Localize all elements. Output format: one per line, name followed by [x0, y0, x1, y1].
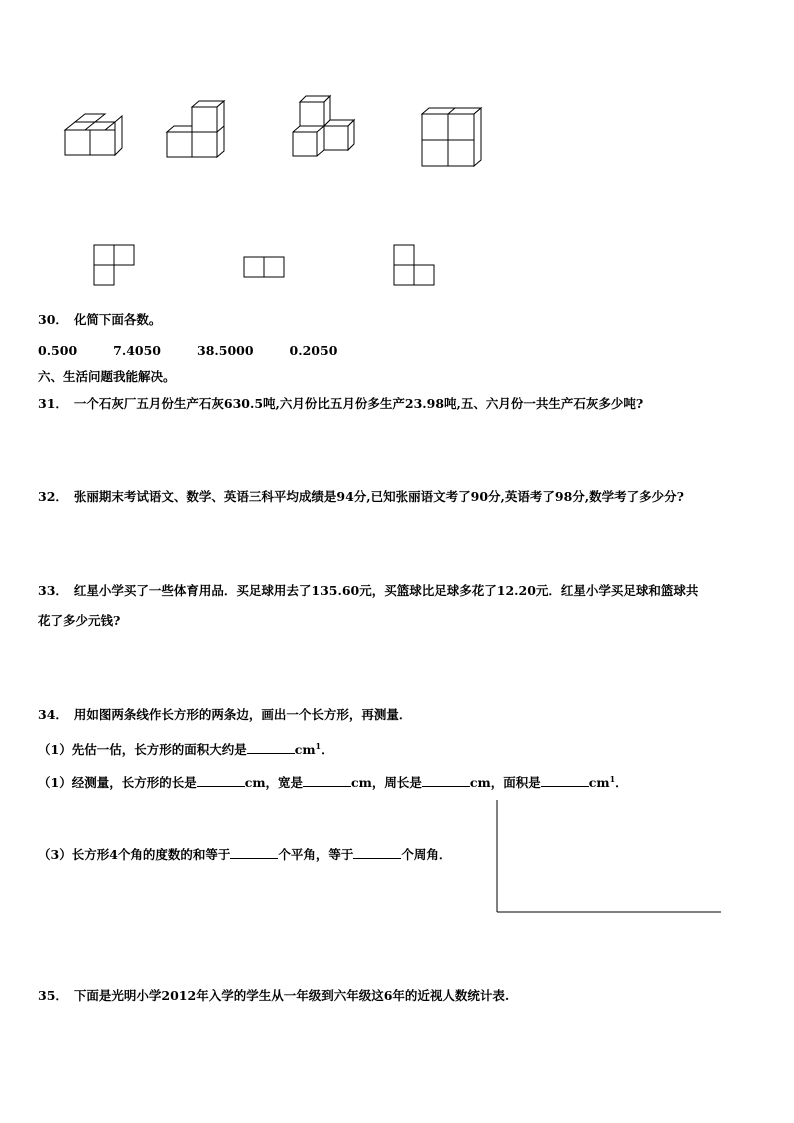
question-text: 化简下面各数。	[73, 312, 162, 327]
question-31	[38, 395, 643, 413]
question-text: 一个石灰厂五月份生产石灰630.5吨,六月份比五月份多生产23.98吨,五、六月份一共生产石灰多少吨?	[73, 396, 644, 411]
question-34	[38, 706, 411, 724]
question-32	[38, 488, 684, 506]
question-34-part-1	[38, 737, 334, 759]
question-33-continued: 花了多少元钱?	[38, 613, 121, 628]
decimal-value: 7.4050	[113, 343, 161, 358]
width-blank[interactable]	[303, 774, 351, 787]
unit-exponent: 1	[315, 741, 322, 751]
part-text: cm，周长是	[351, 775, 422, 791]
decimal-list	[38, 342, 373, 360]
question-34-part-3	[38, 846, 451, 864]
unit: cm	[588, 775, 610, 791]
cube-figure-3	[288, 92, 368, 162]
area-blank[interactable]	[541, 774, 589, 787]
cube-figure-2	[162, 98, 232, 162]
question-34-part-2	[38, 770, 628, 792]
perimeter-blank[interactable]	[422, 774, 470, 787]
question-text: 下面是光明小学2012年入学的学生从一年级到六年级这6年的近视人数统计表.	[73, 988, 510, 1003]
part-text: cm，宽是	[244, 775, 304, 791]
question-number: 30．	[38, 312, 68, 327]
question-text: 红星小学买了一些体育用品．买足球用去了135.60元，买篮球比足球多花了12.20元．红星小学买足球和篮球共	[73, 583, 699, 598]
length-blank[interactable]	[197, 774, 245, 787]
view-figure-2	[243, 256, 287, 278]
cube-figure-1	[60, 108, 130, 160]
straight-angle-blank[interactable]	[230, 846, 278, 859]
part-text: 个平角，等于	[278, 847, 354, 862]
cube-figure-4	[420, 106, 486, 170]
view-figure-3	[393, 244, 437, 288]
part-text: cm，面积是	[469, 775, 541, 791]
view-figure-1	[93, 244, 137, 288]
question-30	[38, 311, 161, 329]
question-35	[38, 987, 509, 1005]
section-heading: 六、生活问题我能解决。	[38, 369, 176, 384]
part-end: ．	[321, 742, 334, 758]
question-text: 用如图两条线作长方形的两条边，画出一个长方形，再测量．	[73, 707, 412, 722]
question-number: 31．	[38, 396, 68, 411]
full-angle-blank[interactable]	[353, 846, 401, 859]
question-number: 33．	[38, 583, 68, 598]
part-end: ．	[615, 775, 628, 791]
decimal-value: 38.5000	[197, 343, 254, 358]
answer-blank[interactable]	[247, 741, 295, 754]
decimal-value: 0.500	[38, 343, 78, 358]
part-text: （1）经测量，长方形的长是	[38, 775, 197, 791]
part-text: 个周角．	[401, 847, 452, 862]
question-33	[38, 582, 698, 600]
part-text: （3）长方形4个角的度数的和等于	[38, 847, 231, 862]
unit-exponent: 1	[609, 774, 616, 784]
question-number: 32．	[38, 489, 68, 504]
part-text: （1）先估一估，长方形的面积大约是	[38, 742, 247, 758]
unit: cm	[294, 742, 316, 758]
question-number: 34．	[38, 707, 68, 722]
rectangle-sides-figure	[495, 798, 725, 914]
question-number: 35．	[38, 988, 68, 1003]
decimal-value: 0.2050	[289, 343, 338, 358]
question-text: 张丽期末考试语文、数学、英语三科平均成绩是94分,已知张丽语文考了90分,英语考了98分,数学考了多少分?	[73, 489, 684, 504]
